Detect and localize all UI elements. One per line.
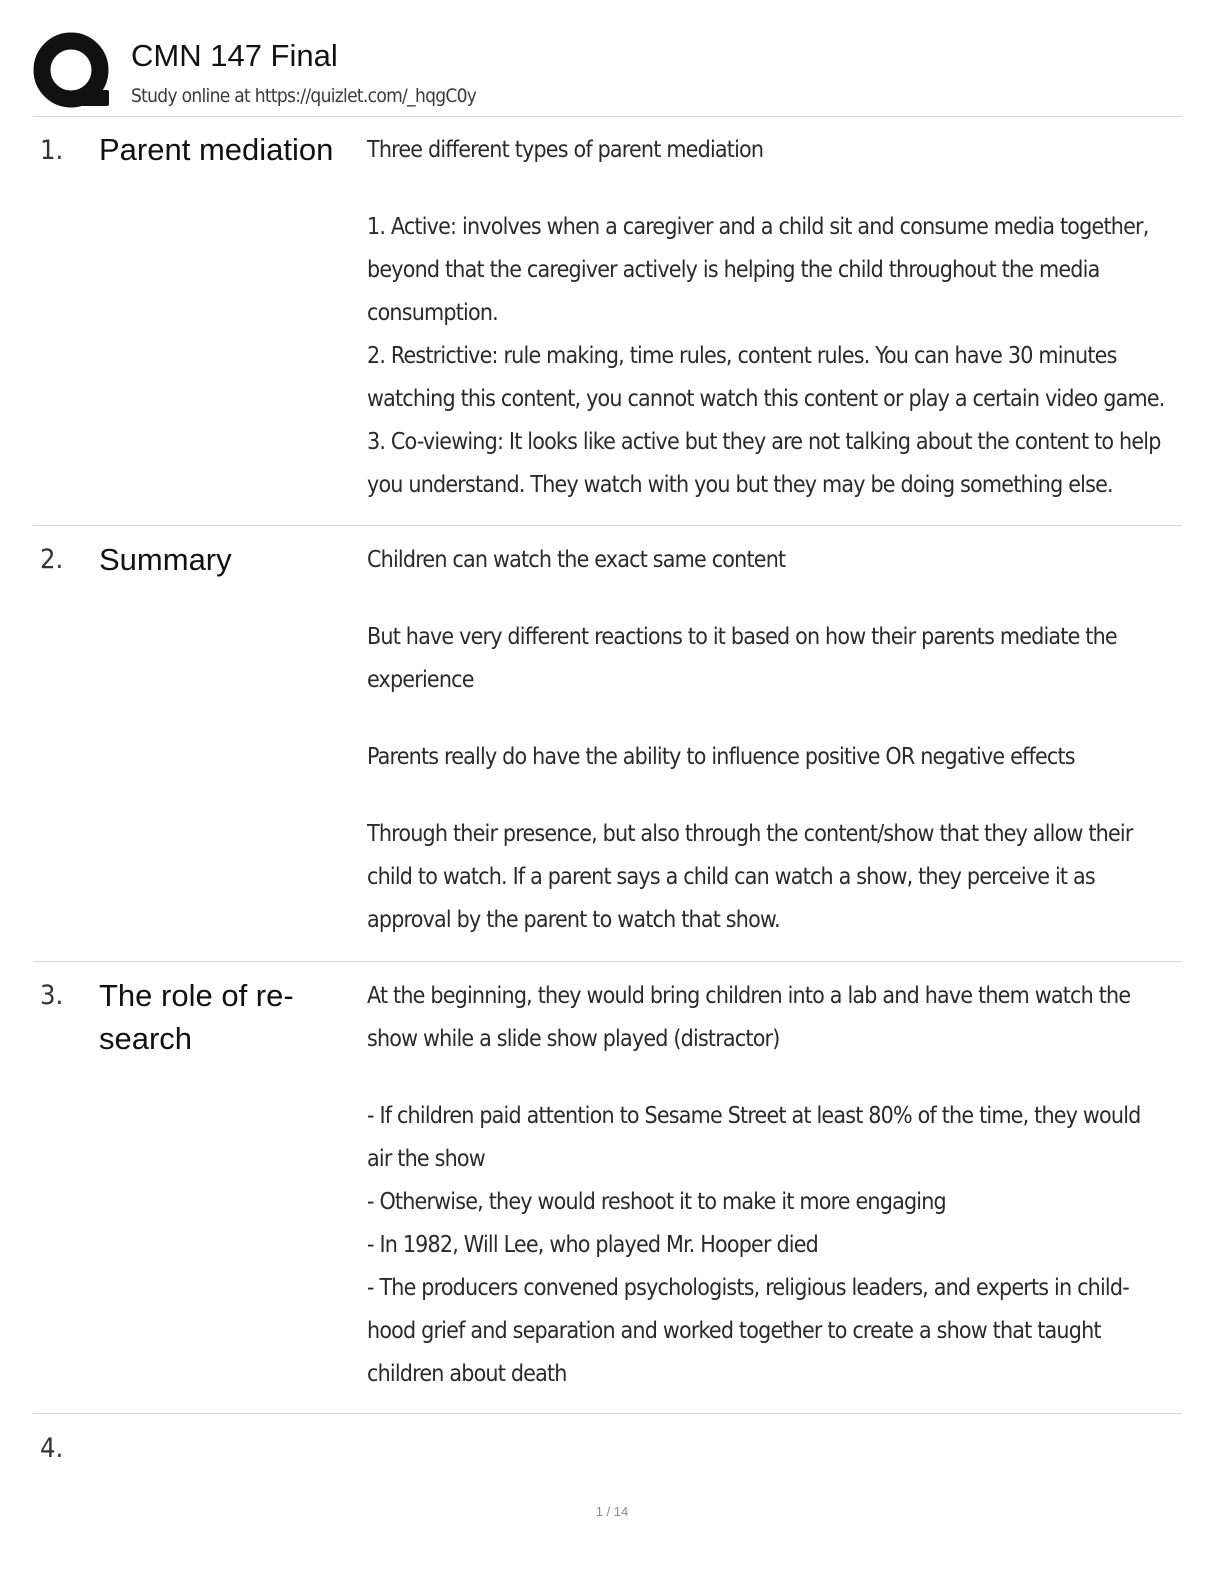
document-header	[33, 32, 1183, 118]
paragraph-gap	[367, 172, 1167, 206]
card-term: Summary	[99, 542, 232, 577]
definition-line: 2. Restrictive: rule making, time rules, content rules. You can have 30 minutes watching this content, you cannot watch this content or play a certain video game.	[367, 343, 1165, 412]
card-definition	[367, 129, 1167, 507]
card-divider	[33, 1413, 1182, 1414]
paragraph-gap	[367, 582, 1167, 616]
page-number: 1 / 14	[595, 1504, 629, 1519]
quizlet-logo-icon	[33, 32, 113, 112]
card-number: 4.	[40, 1433, 64, 1464]
definition-line: - If children paid attention to Sesame Street at least 80% of the time, they would air the show	[367, 1103, 1141, 1172]
study-online-link[interactable]: Study online at https://quizlet.com/_hqgC0y	[131, 85, 477, 107]
definition-line: Children can watch the exact same content	[367, 547, 786, 573]
definition-line: Through their presence, but also through the content/show that they allow their child to watch. If a parent says a child can watch a show, they perceive it as approval by the parent to watch that show.	[367, 821, 1133, 933]
header-divider	[33, 116, 1182, 117]
definition-line: 3. Co-viewing: It looks like active but they are not talking about the content to help you understand. They watch with you but they may be doing something else.	[367, 429, 1161, 498]
paragraph-gap	[367, 779, 1167, 813]
definition-line: - Otherwise, they would reshoot it to make it more engaging	[367, 1189, 946, 1215]
card-number: 1.	[40, 135, 64, 166]
definition-line: Three different types of parent mediation	[367, 137, 764, 163]
definition-line: 1. Active: involves when a caregiver and a child sit and consume media together, beyond that the caregiver actively is helping the child throughout the media consumption.	[367, 214, 1149, 326]
definition-line: But have very different reactions to it based on how their parents mediate the experience	[367, 624, 1117, 693]
card-term: Parent mediation	[99, 132, 334, 167]
card-term: The role of re-search	[99, 978, 294, 1056]
definition-line: Parents really do have the ability to influence positive OR negative effects	[367, 744, 1075, 770]
card-divider	[33, 961, 1182, 962]
card-number: 3.	[40, 980, 64, 1011]
card-number: 2.	[40, 544, 64, 575]
definition-line: - The producers convened psychologists, religious leaders, and experts in child-hood grief and separation and worked together to create a show that taught children about death	[367, 1275, 1129, 1387]
card-definition	[367, 539, 1167, 942]
definition-line: - In 1982, Will Lee, who played Mr. Hooper died	[367, 1232, 819, 1258]
paragraph-gap	[367, 702, 1167, 736]
definition-line: At the beginning, they would bring children into a lab and have them watch the show while a slide show played (distractor)	[367, 983, 1131, 1052]
card-definition	[367, 975, 1167, 1396]
card-divider	[33, 525, 1182, 526]
paragraph-gap	[367, 1061, 1167, 1095]
document-title: CMN 147 Final	[131, 38, 338, 73]
